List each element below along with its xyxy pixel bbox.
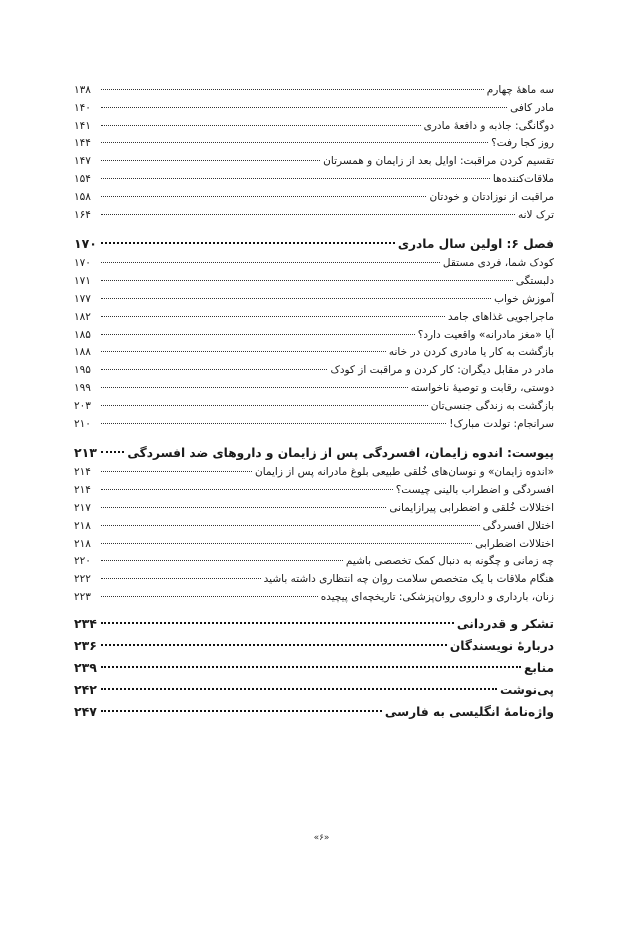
toc-entry-title: مادر کافی — [510, 101, 554, 114]
toc-entry-page: ۱۴۴ — [74, 137, 91, 150]
toc-entry[interactable] — [74, 518, 554, 536]
toc-entry-page: ۲۰۳ — [74, 399, 91, 412]
dot-leader — [101, 644, 447, 646]
dot-leader — [101, 423, 446, 424]
toc-entry-title: ترک لانه — [518, 208, 554, 221]
toc-entry-title: مادر در مقابل دیگران: کار کردن و مراقبت از کودک — [330, 364, 554, 377]
toc-entry-page: ۱۴۷ — [74, 155, 91, 168]
toc-backmatter-heading[interactable] — [74, 613, 554, 635]
toc-entry[interactable] — [74, 291, 554, 309]
toc-entry[interactable] — [74, 82, 554, 100]
dot-leader — [101, 525, 480, 526]
backmatter-title: دربارهٔ نویسندگان — [449, 638, 554, 653]
dot-leader — [101, 160, 320, 161]
toc-entry-title: سه ماههٔ چهارم — [486, 84, 554, 96]
chapter-title: فصل ۶: اولین سال مادری — [397, 237, 554, 252]
dot-leader — [101, 688, 497, 690]
toc-entry[interactable] — [74, 153, 554, 171]
toc-entry[interactable] — [74, 135, 554, 153]
dot-leader — [101, 369, 327, 370]
toc-entry-page: ۱۸۵ — [74, 328, 91, 341]
toc-entry-page: ۱۷۱ — [74, 275, 91, 288]
toc-entry-page: ۱۴۱ — [74, 119, 91, 132]
backmatter-page: ۲۳۴ — [74, 615, 97, 631]
dot-leader — [101, 334, 415, 335]
dot-leader — [101, 280, 513, 281]
backmatter-page: ۲۳۹ — [74, 659, 97, 675]
toc-entry-title: دوگانگی: جاذبه و دافعهٔ مادری — [423, 119, 554, 132]
toc-entry[interactable] — [74, 380, 554, 398]
toc-entry-title: مراقبت از نوزادتان و خودتان — [429, 190, 554, 203]
toc-entry-title: اختلالات خُلقی و اضطرابی پیرازایمانی — [389, 501, 554, 514]
toc-entry-page: ۲۲۰ — [74, 555, 91, 568]
toc-backmatter-heading[interactable] — [74, 635, 554, 657]
toc-entry-page: ۲۲۲ — [74, 573, 91, 586]
dot-leader — [101, 316, 445, 317]
toc-entry-page: ۲۱۴ — [74, 466, 91, 479]
dot-leader — [101, 125, 421, 126]
dot-leader — [101, 351, 386, 352]
dot-leader — [101, 543, 472, 544]
toc-backmatter-heading[interactable] — [74, 657, 554, 679]
page-number: «۶» — [313, 833, 330, 843]
toc-entry-title: کودک شما، فردی مستقل — [442, 257, 554, 270]
backmatter-title: منابع — [524, 660, 554, 675]
backmatter-page: ۲۴۷ — [74, 703, 97, 719]
toc-entry[interactable] — [74, 553, 554, 571]
toc-entry-page: ۲۲۳ — [74, 590, 91, 603]
toc-entry-page: ۱۷۷ — [74, 292, 91, 305]
toc-entry-page: ۱۹۵ — [74, 364, 91, 377]
dot-leader — [101, 507, 386, 508]
dot-leader — [101, 666, 521, 668]
toc-entry-title: افسردگی و اضطراب بالینی چیست؟ — [395, 484, 554, 497]
toc-entry-page: ۱۸۸ — [74, 346, 91, 359]
toc-entry-title: بازگشت به زندگی جنسی‌تان — [430, 399, 554, 412]
toc-backmatter-heading[interactable] — [74, 679, 554, 701]
toc-entry-page: ۲۱۸ — [74, 537, 91, 550]
dot-leader — [101, 89, 484, 90]
toc-entry-title: ماجراجویی غذاهای جامد — [448, 310, 554, 323]
toc-entry[interactable] — [74, 464, 554, 482]
toc-entry[interactable] — [74, 416, 554, 434]
dot-leader — [101, 560, 343, 561]
dot-leader — [101, 622, 454, 624]
toc-appendix-heading[interactable] — [74, 442, 554, 464]
toc-entry-page: ۱۳۸ — [74, 84, 91, 96]
dot-leader — [101, 196, 426, 197]
toc-entry[interactable] — [74, 189, 554, 207]
dot-leader — [101, 242, 395, 244]
toc-entry-title: اختلال افسردگی — [482, 519, 554, 532]
backmatter-title: تشکر و قدردانی — [456, 616, 554, 631]
dot-leader — [101, 107, 507, 108]
toc-entry[interactable] — [74, 100, 554, 118]
toc-entry[interactable] — [74, 398, 554, 416]
toc-entry-title: هنگام ملاقات با یک متخصص سلامت روان چه انتظاری داشته باشید — [263, 573, 554, 586]
toc-entry[interactable] — [74, 207, 554, 225]
toc-entry-title: ملاقات‌کننده‌ها — [492, 172, 554, 185]
appendix-page: ۲۱۳ — [74, 445, 97, 461]
dot-leader — [101, 710, 382, 712]
toc-entry-title: «اندوه زایمان» و نوسان‌های خُلقی طبیعی بلوغ مادرانه پس از زایمان — [255, 466, 554, 479]
dot-leader — [101, 471, 252, 472]
toc-entry[interactable] — [74, 362, 554, 380]
dot-leader — [101, 578, 261, 579]
toc-entry-page: ۱۹۹ — [74, 381, 91, 394]
table-of-contents — [74, 82, 554, 723]
backmatter-page: ۲۴۲ — [74, 681, 97, 697]
toc-entry[interactable] — [74, 309, 554, 327]
toc-entry-title: سرانجام: تولدت مبارک! — [449, 417, 554, 430]
toc-chapter-heading[interactable] — [74, 233, 554, 255]
toc-entry[interactable] — [74, 273, 554, 291]
toc-entry-page: ۱۷۰ — [74, 257, 91, 270]
toc-entry-page: ۱۴۰ — [74, 101, 91, 114]
toc-entry-page: ۱۶۴ — [74, 208, 91, 221]
backmatter-page: ۲۳۶ — [74, 637, 97, 653]
toc-entry-title: آیا «مغز مادرانه» واقعیت دارد؟ — [417, 328, 554, 341]
toc-backmatter-heading[interactable] — [74, 701, 554, 723]
toc-entry-title: دوستی، رقابت و توصیهٔ ناخواسته — [410, 381, 554, 394]
toc-entry-title: زنان، بارداری و داروی روان‌پزشکی: تاریخچه‌ای پیچیده — [320, 590, 554, 603]
dot-leader — [101, 178, 490, 179]
dot-leader — [101, 405, 428, 406]
dot-leader — [101, 142, 488, 143]
toc-entry-title: چه زمانی و چگونه به دنبال کمک تخصصی باشیم — [345, 555, 554, 568]
toc-entry-page: ۱۵۸ — [74, 190, 91, 203]
dot-leader — [101, 214, 515, 215]
toc-entry-title: بازگشت به کار یا مادری کردن در خانه — [388, 346, 554, 359]
chapter-page: ۱۷۰ — [74, 236, 97, 252]
dot-leader — [101, 489, 393, 490]
toc-entry-title: روز کجا رفت؟ — [491, 137, 554, 150]
toc-entry[interactable] — [74, 118, 554, 136]
appendix-title: پیوست: اندوه زایمان، افسردگی پس از زایمان و داروهای ضد افسردگی — [127, 446, 554, 461]
dot-leader — [101, 387, 408, 388]
toc-entry[interactable] — [74, 536, 554, 554]
toc-entry[interactable] — [74, 571, 554, 589]
backmatter-title: پی‌نوشت — [499, 682, 554, 697]
toc-entry[interactable] — [74, 500, 554, 518]
dot-leader — [101, 298, 491, 299]
toc-entry[interactable] — [74, 171, 554, 189]
toc-entry-page: ۱۸۲ — [74, 310, 91, 323]
toc-entry[interactable] — [74, 482, 554, 500]
dot-leader — [101, 262, 440, 263]
toc-entry[interactable] — [74, 327, 554, 345]
toc-entry-title: دلبستگی — [515, 275, 554, 288]
toc-entry-page: ۲۱۴ — [74, 484, 91, 497]
toc-entry-page: ۱۵۴ — [74, 172, 91, 185]
toc-entry-page: ۲۱۸ — [74, 519, 91, 532]
toc-entry[interactable] — [74, 589, 554, 607]
backmatter-title: واژه‌نامهٔ انگلیسی به فارسی — [384, 704, 554, 719]
toc-entry-title: اختلالات اضطرابی — [475, 537, 554, 550]
toc-entry-title: تقسیم کردن مراقبت: اوایل بعد از زایمان و همسرتان — [323, 155, 554, 168]
dot-leader — [101, 596, 318, 597]
toc-entry-page: ۲۱۷ — [74, 501, 91, 514]
toc-entry-page: ۲۱۰ — [74, 417, 91, 430]
toc-entry-title: آموزش خواب — [494, 292, 554, 305]
toc-entry[interactable] — [74, 344, 554, 362]
dot-leader — [101, 451, 124, 453]
toc-entry[interactable] — [74, 255, 554, 273]
